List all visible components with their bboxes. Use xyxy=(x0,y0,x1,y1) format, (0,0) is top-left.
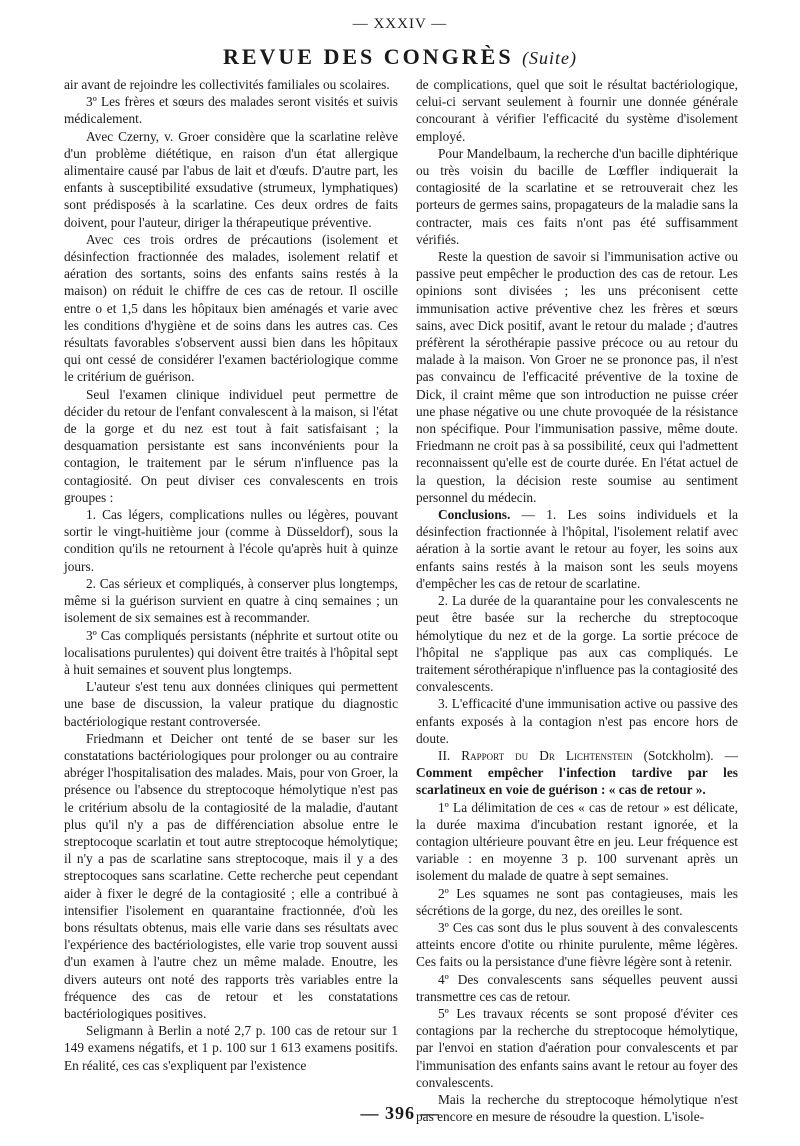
running-title xyxy=(0,44,800,70)
paragraph: 1. Cas légers, complications nulles ou légères, pouvant sortir le vingt-huitième jour (comme à Düsseldorf), sous la condition qu'ils ne retournent à l'école qu'après huit à quinze jours. xyxy=(64,507,398,574)
report-heading xyxy=(416,747,738,799)
page-number: — 396 — xyxy=(360,1103,440,1123)
paragraph: air avant de rejoindre les collectivités familiales ou scolaires. xyxy=(64,77,390,92)
paragraph: Friedmann et Deicher ont tenté de se baser sur les constatations bactériologiques pour prolonger ou au contraire abréger l'hospitalisation des malades. Mais, pour von Groer, la présence ou l'absence du streptocoque hémolytique n'est pas le critérium absolu de la contagiosité de la maladie, d'autant plus qu'il n'y a pas de différenciation absolue entre le streptocoque scarlatin et tout autre streptocoque hémolytique; il n'y a pas de scarlatine sans streptocoque, mais il y a des streptocoques sans scarlatine. Cette recherche peut cependant aider à fixer le degré de la contagiosité ; elle a contribué à intensifier l'isolement en quarantaine fractionnée, d'où les bons résultats obtenus, mais elle varie dans ses résultats avec l'expérience des bactériologistes, elle varie trop souvent aussi d'un examen à l'autre chez un même malade. Enoutre, les divers auteurs ont noté des rapports très variables entre la fréquence des cas de retour et les constatations bactériologiques positives. xyxy=(64,730,398,1021)
folio: — XXXIV — xyxy=(352,16,448,32)
paragraph: Seul l'examen clinique individuel peut permettre de décider du retour de l'enfant convalescent à la maison, si l'état de la gorge et du nez est tout à fait satisfaisant ; la desquamation persistante est sans inconvénients pour la contagion, le traitement par le sérum n'influence pas la contagiosité. On peut diviser ces convalescents en trois groupes : xyxy=(64,386,398,505)
list-item: 3º Ces cas sont dus le plus souvent à des convalescents atteints encore d'otite ou rhinite purulente, même légères. Ces faits ou la persistance d'une fièvre légère sont à retenir. xyxy=(416,919,738,970)
list-item: 2º Les squames ne sont pas contagieuses, mais les sécrétions de la gorge, du nez, des oreilles le sont. xyxy=(416,885,738,918)
paragraph: 3º Cas compliqués persistants (néphrite et surtout otite ou localisations purulentes) qui doivent être traités à l'hôpital sept à huit semaines et souvent plus longtemps. xyxy=(64,627,398,677)
list-item: 4º Des convalescents sans séquelles peuvent aussi transmettre ces cas de retour. xyxy=(416,971,738,1004)
paragraph: Mais la recherche du streptocoque hémolytique n'est pas encore en mesure de résoudre la question. L'isole- xyxy=(416,1091,738,1125)
report-title: Comment empêcher l'infection tardive par les scarlatineux en voie de guérison : « cas de retour ». xyxy=(416,765,738,798)
paragraph: 2. La durée de la quarantaine pour les convalescents ne peut être basée sur la recherche du streptocoque hémolytique du nez et de la gorge. La sortie précoce de l'hôpital ne s'applique pas aux cas compliqués. Le traitement sérothérapique n'influence pas la contagiosité des convalescents. xyxy=(416,593,738,695)
paragraph: 2. Cas sérieux et compliqués, à conserver plus longtemps, même si la guérison survient en quatre à cinq semaines ; un isolement de six semaines est à recommander. xyxy=(64,575,398,626)
conclusions-paragraph xyxy=(416,506,738,592)
conclusions-label: Conclusions. xyxy=(438,507,511,523)
report-place: (Sotckholm). — xyxy=(632,747,738,763)
paragraph: L'auteur s'est tenu aux données cliniques qui permettent une base de discussion, la valeur pratique du diagnostic bactériologique restant controversée. xyxy=(64,679,398,729)
report-label: II. Rapport du Dr Lichtenstein xyxy=(438,747,633,763)
running-title-text: REVUE DES CONGRÈS xyxy=(222,44,514,69)
paragraph: Avec ces trois ordres de précautions (isolement et désinfection fractionnée des malades, isolement relatif et aération des sortants, soins des enfants sains restés à la maison) on réduit le chiffre de ces cas de retour. Il oscille entre o et 1,5 dans les hôpitaux bien aménagés et varie avec les conditions d'hygiène et de soins dans les autres cas. Ces résultats favorables s'observent aussi bien dans les hôpitaux qui ont cessé de considérer l'examen bactériologique comme le critérium de guérison. xyxy=(64,231,398,385)
list-item: 5º Les travaux récents se sont proposé d'éviter ces contagions par la recherche du streptocoque hémolytique, par l'envoi en station d'aération pour convalescents et par l'immunisation des enfants sains avant le retour au foyer des convalescents. xyxy=(416,1005,738,1090)
list-item: 1º La délimitation de ces « cas de retour » est délicate, la durée maxima d'incubation restant ignorée, et la contagion ultérieure pouvant être en jeu. Leur fréquence est variable : en moyenne 3 p. 100 survenant après un isolement du malade de quatre à sept semaines. xyxy=(416,799,738,884)
left-column xyxy=(64,76,398,1074)
paragraph: Pour Mandelbaum, la recherche d'un bacille diphtérique ou très voisin du bacille de Lœffler indiquerait la contagiosité de la scarlatine et se retrouverait chez les porteurs de germes sains, propagateurs de la maladie sans la contracter, mais ces faits n'ont pas été suffisamment vérifiés. xyxy=(416,145,738,247)
paragraph: Avec Czerny, v. Groer considère que la scarlatine relève d'un problème diététique, en raison d'un état allergique alimentaire causé par l'abus de lait et d'œufs. D'autre part, les enfants à susceptibilité exsudative (strumeux, lymphatiques) sont prédisposés à la scarlatine. Ces deux ordres de faits doivent, pour l'auteur, diriger la thérapeutique préventive. xyxy=(64,128,398,230)
right-column xyxy=(416,76,738,1125)
paragraph: 3º Les frères et sœurs des malades seront visités et suivis médicalement. xyxy=(64,94,398,127)
paragraph: 3. L'efficacité d'une immunisation active ou passive des enfants exposés à la contagion n'est pas encore hors de doute. xyxy=(416,696,738,746)
paragraph: Reste la question de savoir si l'immunisation active ou passive peut empêcher le production des cas de retour. Les opinions sont divisées ; les uns préconisent cette immunisation active préventive chez les frères et sœurs sains, avec Dick positif, avant le retour du malade ; d'autres préfèrent la sérothérapie passive précoce ou au retour du malade à la maison. Von Groer ne se prononce pas, il n'est pas convaincu de l'efficacité préventive de la toxine de Dick, il craint même que son introduction ne puisse créer une phase négative ou une chute provoquée de la résistance non spécifique. Pour l'immunisation passive, même doute. Friedmann ne croit pas à sa possibilité, ceux qui l'admettent reconnaissent qu'elle est de courte durée. En l'état actuel de la question, la décision reste soumise au sentiment personnel du médecin. xyxy=(416,249,738,505)
paragraph: Seligmann à Berlin a noté 2,7 p. 100 cas de retour sur 1 149 examens négatifs, et 1 p. 100 sur 1 613 examens positifs. En réalité, ces cas s'expliquent par l'existence xyxy=(64,1023,398,1073)
conclusions-text: — 1. Les soins individuels et la désinfection fractionnée à l'hôpital, l'isolement relatif avec aération à la sortie avant le retour au foyer, les soins aux enfants sains restés à la maison sont les seuls moyens d'empêcher les cas de retour de scarlatine. xyxy=(416,507,738,591)
running-title-suite: (Suite) xyxy=(522,48,578,68)
paragraph: de complications, quel que soit le résultat bactériologique, celui-ci servant seulement à fournir une donnée générale concourant à vérifier l'efficacité du système d'isolement employé. xyxy=(416,77,738,144)
